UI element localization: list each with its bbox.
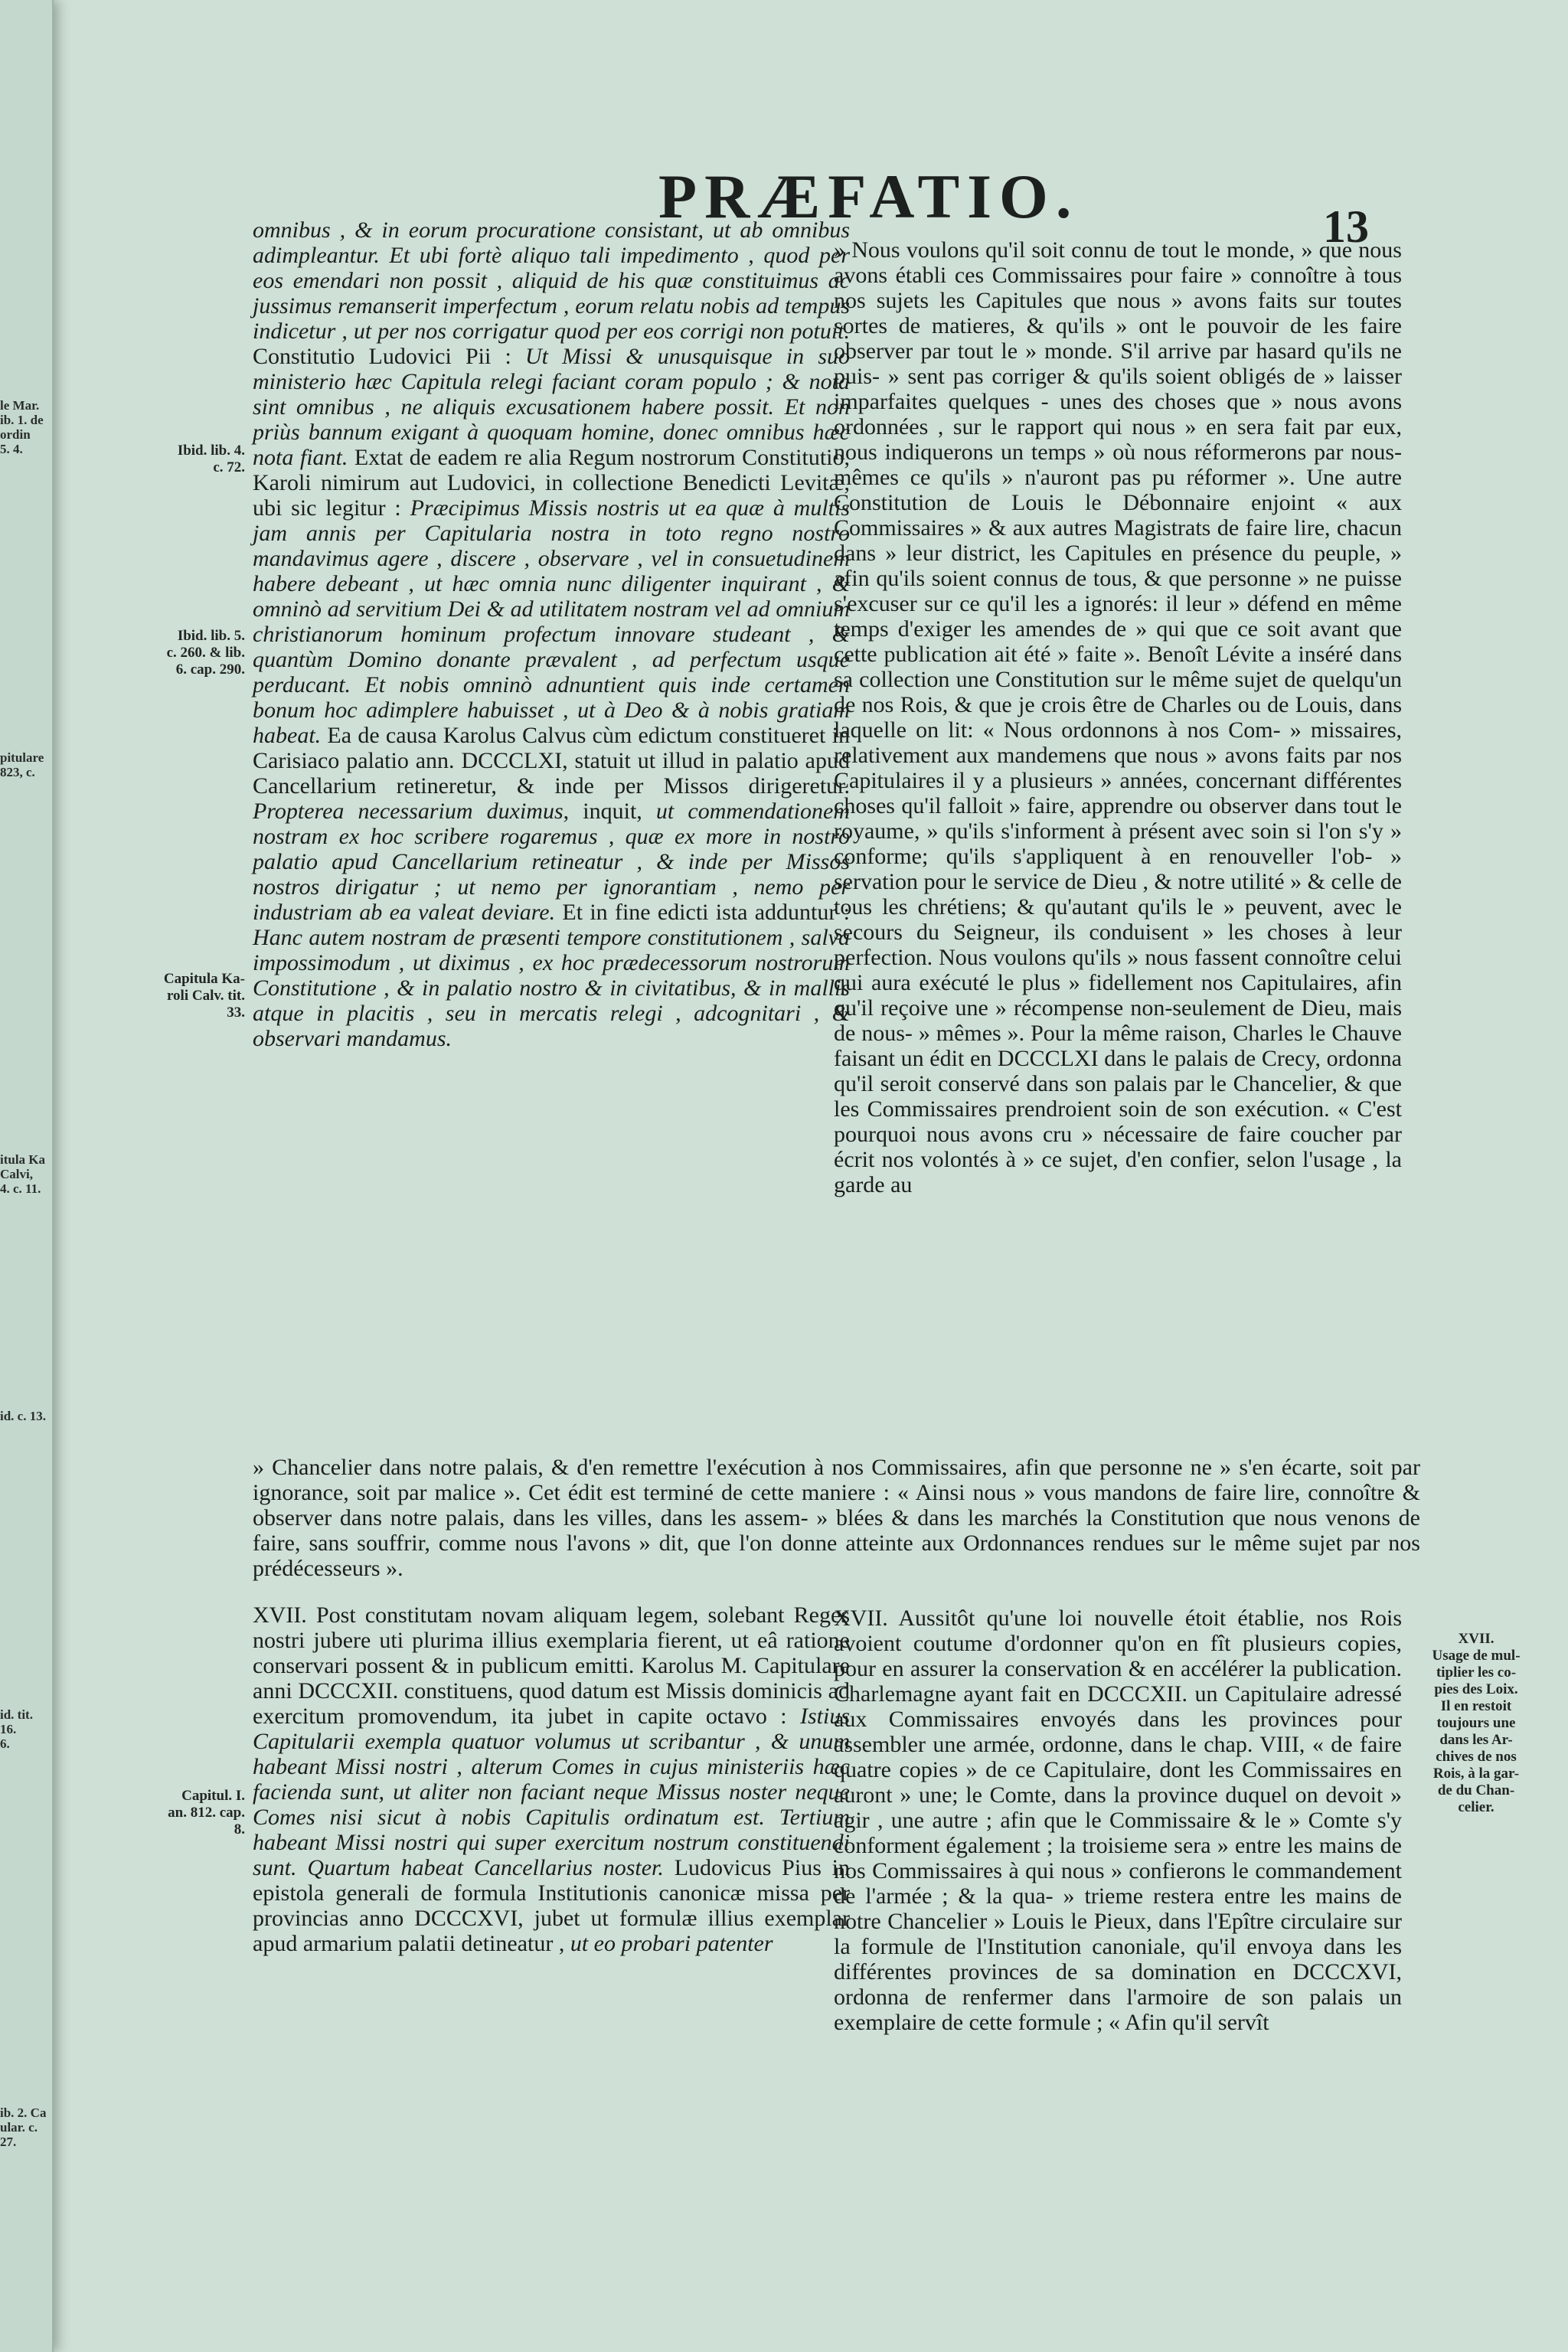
- latin-text: Præcipimus Missis nostris ut ea quæ à multis jam annis per Capitularia nostra in toto regno nostro mandavimus agere , discere , observare , vel in consuetudinem habere debeant , ut hæc omnia nunc diligenter inquirant , & omninò ad servitium Dei & ad utilitatem nostram vel ad omnium christianorum hominum profectum innovare studeant , & quantùm Domino donante prævalent , ad perfectum usque perducant. Et nobis omninò adnuntient quis inde certamen bonum hoc adimplere habuisset , ut à Deo & à nobis gratiam habeat.: [253, 495, 851, 748]
- french-text: » Nous voulons qu'il soit connu de tout le monde, » que nous avons établi ces Commissaires pour faire » connoître à tous nos sujets les Capitules que nous » avons faits sur toutes sortes de matieres, & qu'ils » ont le pouvoir de les faire observer par tout le » monde. S'il arrive par hasard qu'ils ne puis- » sent pas corriger & qu'ils soient obligés de » laisser imparfaites quelques - unes des choses que » nous avons ordonnées , sur le rapport qui nous » en sera fait par eux, nous indiquerons un temps » où nous réformerons par nous-mêmes ce qu'ils » n'auront pas pu réformer ». Une autre Constitution de Louis le Débonnaire enjoint « aux Commissaires » & aux autres Magistrats de faire lire, chacun dans » leur district, les Capitules en présence du peuple, » afin qu'ils soient connus de tous, & que personne » ne puisse s'excuser sur ce qu'il les a ignorés: il leur » défend en même temps d'exiger les amendes de » qui que ce soit avant que cette publication ait été » faite ». Benoît Lévite a inséré dans sa collection une Constitution sur le même sujet de quelqu'un de nos Rois, & que je crois être de Charles ou de Louis, dans laquelle on lit: « Nous ordonnons à nos Com- » missaires, relativement aux mandemens que nous » avons faits par nos Capitulaires il y a plusieurs » années, concernant différentes choses qu'il falloit » faire, apprendre ou observer dans tout le royaume, » qu'ils s'informent à présent avec soin si l'on s'y » conforme; qu'ils s'appliquent à en renouveller l'ob- » servation pour le service de Dieu , & notre utilité » & celle de tous les chrétiens; & qu'autant qu'ils le » peuvent, avec le secours du Seigneur, ils conduisent » les choses à leur perfection. Nous voulons qu'ils » nous fassent connoître celui qui aura exécuté le plus » fidellement nos Capitulaires, afin qu'il reçoive une » récompense non-seulement de Dieu, mais de nous- » mêmes ». Pour la même raison, Charles le Chauve faisant un édit en DCCCLXI dans le palais de Crecy, ordonna qu'il seroit conservé dans son palais par le Chancelier, & que les Commissaires prendroient soin de son exécution. « C'est pourquoi nous avons cru » nécessaire de faire coucher par écrit nos volontés à » ce sujet, d'en confier, selon l'usage , la garde au: [834, 237, 1402, 1197]
- latin-text: ut eo probari patenter: [570, 1931, 773, 1956]
- margin-note: Ibid. lib. 4. c. 72.: [177, 443, 245, 475]
- latin-column-top: [253, 217, 850, 1051]
- french-full-width: [253, 1455, 1420, 1581]
- french-column-bottom: [834, 1606, 1402, 2035]
- latin-text: , inquit,: [563, 799, 656, 824]
- latin-text: ut commendationem nostram ex hoc scribere rogaremus , quæ ex more in nostro palatio apud Cancellarium retineatur , & inde per Missos nostros dirigatur ; ut nemo per ignorantiam , nemo per industriam ab ea valeat deviare.: [253, 799, 850, 925]
- french-text: XVII. Aussitôt qu'une loi nouvelle étoit établie, nos Rois avoient coutume d'ordonner qu'on en fît plusieurs copies, pour en assurer la conservation & en accélérer la publication. Charlemagne ayant fait en DCCCXII. un Capitulaire adressé aux Commissaires envoyés dans les provinces pour assembler une armée, ordonne, dans le chap. VIII, « de faire quatre copies » de ce Capitulaire, dont les Commissaires en auront » une; le Comte, dans la province duquel on devoit » agir , une autre ; afin que le Commissaire & le » Comte s'y conforment également ; la troisieme sera » entre les mains de nos Commissaires à qui nous » confierons le commandement de l'armée ; & la qua- » trieme restera entre les mains de notre Chancelier » Louis le Pieux, dans l'Epître circulaire sur la formule de l'Institution canoniale, qu'il envoya dans les différentes provinces de sa domination en DCCCXVI, ordonna de renfermer dans l'armoire de son palais un exemplaire de cette formule ; « Afin qu'il servît: [834, 1606, 1402, 2035]
- prev-page-note: pitulare 823, c.: [0, 750, 44, 779]
- prev-page-note: le Mar. ib. 1. de ordin 5. 4.: [0, 398, 44, 456]
- latin-text: omnibus , & in eorum procuratione consistant, ut ab omnibus adimpleantur. Et ubi fortè aliquo tali impedimento , quod per eos emendari non possit , aliquid de his quæ constituimus ac jussimus remanserit imperfectum , eorum relatu nobis ad tempus indicetur , ut per nos corrigatur quod per eos corrigi non potuit.: [253, 217, 850, 344]
- prev-page-note: id. tit. 16. 6.: [0, 1707, 33, 1751]
- prev-page-note: itula Ka Calvi, 4. c. 11.: [0, 1152, 46, 1196]
- latin-column-bottom: [253, 1602, 850, 1956]
- latin-text: Ut Missi & unusquisque in suo ministerio hæc Capitula relegi faciant coram populo ; & nota sint omnibus , ne aliquis excusationem habere possit. Et non priùs bannum exigant à quoquam homine, donec omnibus hæc nota fiant.: [253, 344, 851, 470]
- previous-page-edge: [0, 0, 54, 2352]
- margin-note: Capitula Ka- roli Calv. tit. 33.: [163, 971, 245, 1021]
- latin-text: Ludovicus Pius in epistola generali de formula Institutionis canonicæ missa per provincias anno DCCCXVI, jubet ut formulæ illius exemplar apud armarium palatii detineatur ,: [253, 1855, 851, 1956]
- margin-note: Ibid. lib. 5. c. 260. & lib. 6. cap. 290.: [166, 628, 245, 678]
- french-column-top: [834, 237, 1402, 1197]
- margin-note-right: XVII. Usage de mul- tiplier les co- pies des Loix. Il en restoit toujours une dans les Ar- chives de nos Rois, à la gar- de du Chan- celier.: [1432, 1631, 1521, 1815]
- margin-note: Capitul. I. an. 812. cap. 8.: [168, 1788, 245, 1838]
- french-text: » Chancelier dans notre palais, & d'en remettre l'exécution à nos Commissaires, afin que personne ne » s'en écarte, soit par ignorance, soit par malice ». Cet édit est terminé de cette maniere : « Ainsi nous » vous mandons de faire lire, connoître & observer dans notre palais, dans les villes, dans les assem- » blées & dans les marchés la Constitution que nous venons de faire, sans souffrir, comme nous l'avons » dit, que l'on donne atteinte aux Ordonnances rendues sur le même sujet par nos prédécesseurs ».: [253, 1455, 1420, 1581]
- latin-text: Ea de causa Karolus Calvus cùm edictum constitueret in Carisiaco palatio ann. DCCCLXI, statuit ut illud in palatio apud Cancellarium retineretur, & inde per Missos dirigeretur.: [253, 723, 850, 799]
- latin-text: XVII. Post constitutam novam aliquam legem, solebant Reges nostri jubere uti plurima illius exemplaria fierent, ut eâ ratione conservari possent & in publicum emitti. Karolus M. Capitulare anni DCCCXII. constituens, quod datum est Missis dominicis ad exercitum promovendum, ita jubet in capite octavo :: [253, 1602, 850, 1729]
- latin-text: Propterea necessarium duximus: [253, 799, 564, 824]
- book-page: [61, 0, 1568, 2352]
- latin-text: Hanc autem nostram de præsenti tempore constitutionem , salva impossimodum , ut diximus , ex hoc prædecessorum nostrorum Constitutione , & in palatio nostro & in civitatibus, & in mallis atque in placitis , seu in mercatis relegi , adcognitari , & observari mandamus.: [253, 925, 850, 1051]
- latin-text: Extat de eadem re alia Regum nostrorum Constitutio, Karoli nimirum aut Ludovici, in collectione Benedicti Levitæ, ubi sic legitur :: [253, 445, 850, 521]
- page-title: PRÆFATIO.: [658, 162, 1080, 231]
- prev-page-note: id. c. 13.: [0, 1409, 46, 1423]
- latin-text: Constitutio Ludovici Pii :: [253, 344, 525, 369]
- prev-page-note: ib. 2. Ca ular. c. 27.: [0, 2105, 47, 2149]
- latin-text: Et in fine edicti ista adduntur :: [555, 900, 850, 925]
- page-number: 13: [1323, 201, 1369, 252]
- latin-text: Istius Capitularii exempla quatuor volumus ut scribantur , & unum habeant Missi nostri , alterum Comes in cujus ministeriis hæc facienda sunt, ut aliter non faciant neque Missus noster neque Comes nisi sicut à nobis Capitulis ordinatum est. Tertium habeant Missi nostri qui super exercitum nostrum constituendi sunt. Quartum habeat Cancellarius noster.: [253, 1704, 850, 1880]
